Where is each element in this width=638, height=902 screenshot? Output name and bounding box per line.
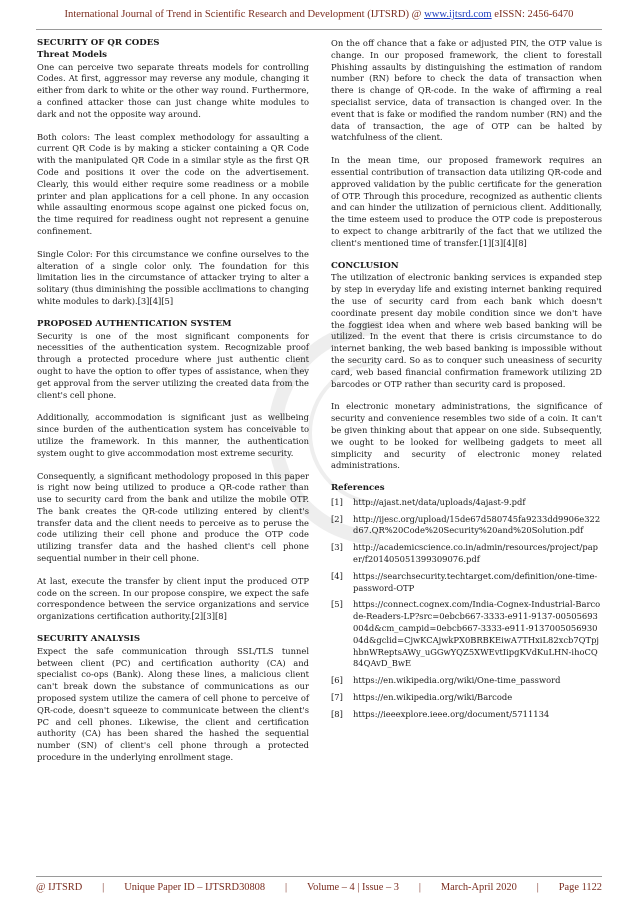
header-rule [36, 29, 602, 30]
header-website-link[interactable]: www.ijtsrd.com [424, 9, 492, 20]
reference-item [331, 709, 602, 721]
paragraph: At last, execute the transfer by client input the produced OTP code on the screen. In our propose conspire, we expect the safe correspondence between the service organizations and service organizations certification authority.[2][3][8] [37, 575, 309, 622]
right-column [331, 38, 602, 726]
footer-separator: | [102, 882, 105, 893]
reference-link[interactable]: http://ajast.net/data/uploads/4ajast-9.pdf [353, 496, 526, 507]
footer-date: March-April 2020 [440, 882, 517, 893]
reference-number: [8] [331, 708, 343, 719]
paragraph: Expect the safe communication through SSL/TLS tunnel between client (PC) and certification authority (CA) and specialist co-ops (Bank). Along these lines, a malicious client can't break down the substance of communications as our proposed system utilize the camera of cell phone to perceive of QR-code, doesn't squeeze to communicate between the client's PC and cell phones. Likewise, the client and certification authority (CA) has been shared the hashed the sequential number (SN) of client's cell phone through a protected procedure in the underlying enrollment stage. [37, 645, 309, 763]
reference-number: [4] [331, 570, 343, 581]
footer-separator: | [536, 882, 539, 893]
footer-separator: | [418, 882, 421, 893]
reference-item [331, 675, 602, 687]
paragraph: Single Color: For this circumstance we confine ourselves to the alteration of a single color only. The foundation for this limitation lies in the circumstance of attacker trying to alter a solitary (thus diminishing the possible acclimations to changing white modules to dark).[3][4][5] [37, 248, 309, 306]
left-column [37, 38, 309, 764]
section-title-security-analysis: SECURITY ANALYSIS [37, 634, 141, 645]
footer-page-number: Page 1122 [558, 882, 602, 893]
reference-item [331, 571, 602, 595]
footer-rule [36, 876, 602, 877]
reference-item [331, 599, 602, 670]
reference-link[interactable]: http://academicscience.co.in/admin/resources/project/paper/f201405051399309076.pdf [353, 542, 599, 565]
paragraph: Consequently, a significant methodology proposed in this paper is right now being utilized to produce a QR-code rather than use to security card from the bank and utilize the mobile OTP. The bank creates the QR-code utilizing entered by client's transfer data and the client needs to perceive as to peruse the code utilizing their cell phone and produce the OTP code utilizing transfer data and the hashed client's cell phone sequential number in their cell phone. [37, 470, 309, 564]
reference-item [331, 497, 602, 509]
reference-number: [3] [331, 542, 343, 553]
reference-number: [1] [331, 496, 343, 507]
paragraph: In electronic monetary administrations, the significance of security and convenience resembles two side of a coin. It can't be given thinking about that appear on one side. Subsequently, we ought to be looked for wellbeing gadgets to meet all simplicity and security of electronic money related administrations. [331, 401, 602, 471]
header-eissn: eISSN: 2456-6470 [491, 9, 574, 20]
footer-journal: @ IJTSRD [36, 882, 83, 893]
reference-link[interactable]: https://ieeexplore.ieee.org/document/5711134 [353, 708, 550, 719]
reference-number: [6] [331, 675, 343, 686]
section-title-references: References [331, 483, 385, 494]
paragraph: In the mean time, our proposed framework requires an essential contribution of transaction data utilizing QR-code and approved validation by the public certificate for the generation of OTP. Through this procedure, recognized as authentic clients and can hinder the utilization of pernicious client. Additionally, the time esteem used to produce the OTP code is preposterous to expect to change arbitrarily of the fact that we utilized the client's mentioned time of transfer.[1][3][4][8] [331, 155, 602, 248]
reference-list [331, 497, 602, 721]
paragraph: On the off chance that a fake or adjusted PIN, the OTP value is change. In our proposed framework, the client to forestall Phishing assaults by distinguishing the estimation of random number (RN) before to check the data of transaction when there is change of QR-code. In the wake of affirming a real specialist service, data of transaction is changed over. In the event that is fake or modified the random number (RN) and the data of transaction, the age of OTP can be halted by watchfulness of the client. [331, 38, 602, 143]
paragraph: Both colors: The least complex methodology for assaulting a current QR Code is by making a sticker containing a QR Code with the manipulated QR Code in a similar style as the first QR Code and positions it over the code on the advertisement. Clearly, this would either require some readiness or a mobile printer and plan applications for a cell phone. In any occasion while assaulting enormous scope against one picked focus on, the time required for readiness ought not represent a genuine confinement. [37, 131, 309, 236]
reference-link[interactable]: https://en.wikipedia.org/wiki/One-time_password [353, 675, 561, 686]
reference-link[interactable]: http://ijesc.org/upload/15de67d580745fa9233dd9906e322d67.QR%20Code%20Security%20and%20Solution.pdf [353, 513, 601, 536]
subsection-title-threat-models: Threat Models [37, 49, 107, 60]
reference-number: [2] [331, 513, 343, 524]
footer-paper-id: Unique Paper ID – IJTSRD30808 [124, 882, 266, 893]
reference-item [331, 542, 602, 566]
reference-link[interactable]: https://searchsecurity.techtarget.com/definition/one-time-password-OTP [353, 570, 598, 593]
section-title-conclusion: CONCLUSION [331, 260, 399, 271]
reference-item [331, 514, 602, 538]
paragraph: Security is one of the most significant components for necessities of the authentication system. Recognizable proof through a protected procedure where just authentic client ought to have the option to offer types of assistance, when they get approval from the server utilizing the created data from the client's cell phone. [37, 330, 309, 400]
section-title-security-qr: SECURITY OF QR CODES [37, 38, 160, 48]
reference-item [331, 692, 602, 704]
header-journal-name: International Journal of Trend in Scientific Research and Development (IJTSRD) @ [64, 9, 425, 20]
running-header [0, 9, 638, 20]
reference-link[interactable]: https://connect.cognex.com/India-Cognex-Industrial-Barcode-Readers-LP?src=0ebcb667-3333-e911-9137-00505693004d&cm_campid=0ebcb667-3333-e911-913700505693004d&gclid=CjwKCAjwkPX0BRBKEiwA7THxiL82xcb7QTpjhbnWReptsAWy_uGGwYQZ5XWEvtIipgKVdKuLHN-ihoCQ84QAvD_BwE [353, 599, 601, 669]
reference-number: [5] [331, 599, 343, 610]
section-title-authentication: PROPOSED AUTHENTICATION SYSTEM [37, 318, 232, 329]
footer-volume-issue: Volume – 4 | Issue – 3 [307, 882, 399, 893]
paragraph: One can perceive two separate threats models for controlling Codes. At first, aggressor may reverse any module, changing it either from dark to white or the other way round. Furthermore, a confined attacker those can just change white modules to dark and not the opposite way around. [37, 61, 309, 119]
running-footer [36, 882, 602, 893]
paragraph: The utilization of electronic banking services is expanded step by step in everyday life and existing internet banking required the use of security card from each bank which doesn't coordinate present day mobile condition since we don't have the foggiest idea when and where web based banking will be utilized. In the event that there is crisis circumstance to do internet banking, the web based banking is impossible without the security card. So as to conquer such uneasiness of security card, web based financial confirmation framework utilizing 2D barcodes or OTP rather than security card is proposed. [331, 272, 602, 389]
footer-separator: | [284, 882, 288, 893]
reference-number: [7] [331, 692, 343, 703]
reference-link[interactable]: https://en.wikipedia.org/wiki/Barcode [353, 692, 513, 703]
paragraph: Additionally, accommodation is significant just as wellbeing since burden of the authentication system has conceivable to utilize the framework. In this manner, the authentication system ought to give accommodation most extreme security. [37, 412, 309, 458]
